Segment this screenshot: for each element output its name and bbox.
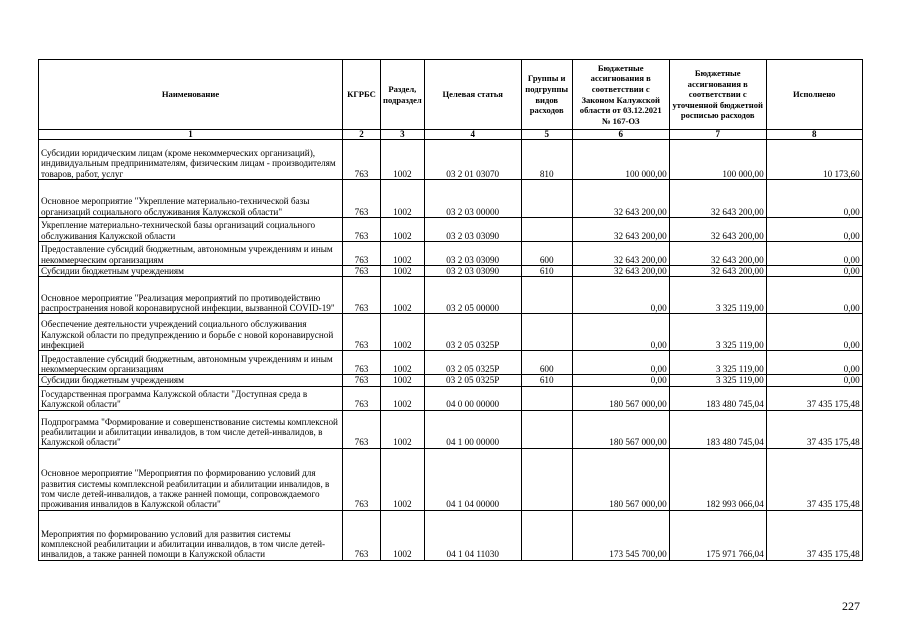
table-row	[39, 180, 863, 218]
row-kgrbs: 763	[343, 218, 381, 242]
row-group: 810	[521, 140, 572, 180]
row-law: 180 567 000,00	[572, 448, 669, 510]
row-group	[521, 314, 572, 351]
row-law: 180 567 000,00	[572, 410, 669, 448]
row-kgrbs: 763	[343, 314, 381, 351]
row-law: 32 643 200,00	[572, 218, 669, 242]
row-name: Субсидии бюджетным учреждениям	[39, 375, 343, 386]
row-section: 1002	[381, 448, 425, 510]
row-target: 03 2 03 03090	[424, 218, 521, 242]
row-section: 1002	[381, 410, 425, 448]
row-target: 03 2 03 00000	[424, 180, 521, 218]
row-target: 04 0 00 00000	[424, 386, 521, 410]
row-refined: 100 000,00	[669, 140, 766, 180]
row-executed: 0,00	[766, 314, 862, 351]
header-executed: Исполнено	[766, 60, 862, 130]
row-executed: 0,00	[766, 242, 862, 266]
table-row	[39, 375, 863, 386]
row-executed: 37 435 175,48	[766, 386, 862, 410]
row-law: 0,00	[572, 277, 669, 314]
row-section: 1002	[381, 375, 425, 386]
row-group	[521, 510, 572, 560]
row-kgrbs: 763	[343, 351, 381, 375]
row-executed: 37 435 175,48	[766, 448, 862, 510]
table-row	[39, 218, 863, 242]
row-name: Субсидии бюджетным учреждениям	[39, 266, 343, 277]
row-kgrbs: 763	[343, 448, 381, 510]
row-law: 180 567 000,00	[572, 386, 669, 410]
row-name: Предоставление субсидий бюджетным, автономным учреждениям и иным некоммерческим организациям	[39, 242, 343, 266]
row-name: Предоставление субсидий бюджетным, автономным учреждениям и иным некоммерческим организациям	[39, 351, 343, 375]
row-law: 0,00	[572, 314, 669, 351]
row-target: 03 2 03 03090	[424, 242, 521, 266]
row-refined: 182 993 066,04	[669, 448, 766, 510]
column-number: 1	[39, 130, 343, 140]
row-executed: 10 173,60	[766, 140, 862, 180]
column-number: 8	[766, 130, 862, 140]
row-target: 03 2 05 0325Р	[424, 314, 521, 351]
header-kgrbs: КГРБС	[343, 60, 381, 130]
row-executed: 0,00	[766, 375, 862, 386]
row-law: 100 000,00	[572, 140, 669, 180]
row-target: 03 2 05 0325Р	[424, 375, 521, 386]
column-number: 7	[669, 130, 766, 140]
row-target: 03 2 01 03070	[424, 140, 521, 180]
row-kgrbs: 763	[343, 510, 381, 560]
row-group: 610	[521, 266, 572, 277]
row-law: 32 643 200,00	[572, 242, 669, 266]
row-executed: 0,00	[766, 266, 862, 277]
row-group	[521, 410, 572, 448]
row-kgrbs: 763	[343, 410, 381, 448]
table-row	[39, 510, 863, 560]
row-name: Основное мероприятие "Укрепление материально-технической базы организаций социального обслуживания Калужской области"	[39, 180, 343, 218]
row-name: Основное мероприятие "Реализация мероприятий по противодействию распространения новой коронавирусной инфекции, вызванной COVID-19"	[39, 277, 343, 314]
row-section: 1002	[381, 242, 425, 266]
header-law: Бюджетные ассигнования в соответствии с Законом Калужской области от 03.12.2021 № 167-ОЗ	[572, 60, 669, 130]
row-group	[521, 448, 572, 510]
row-refined: 175 971 766,04	[669, 510, 766, 560]
row-section: 1002	[381, 314, 425, 351]
column-number-row	[39, 130, 863, 140]
page-number: 227	[842, 599, 860, 613]
row-name: Обеспечение деятельности учреждений социального обслуживания Калужской области по предупреждению и борьбе с новой коронавирусной инфекцией	[39, 314, 343, 351]
row-law: 173 545 700,00	[572, 510, 669, 560]
row-target: 03 2 05 0325Р	[424, 351, 521, 375]
row-kgrbs: 763	[343, 277, 381, 314]
row-target: 03 2 03 03090	[424, 266, 521, 277]
row-kgrbs: 763	[343, 386, 381, 410]
header-target: Целевая статья	[424, 60, 521, 130]
header-section: Раздел, подраздел	[381, 60, 425, 130]
row-section: 1002	[381, 140, 425, 180]
row-law: 0,00	[572, 375, 669, 386]
row-group: 600	[521, 351, 572, 375]
row-law: 32 643 200,00	[572, 180, 669, 218]
row-target: 04 1 00 00000	[424, 410, 521, 448]
column-number: 2	[343, 130, 381, 140]
row-refined: 32 643 200,00	[669, 218, 766, 242]
header-name: Наименование	[39, 60, 343, 130]
table-row	[39, 140, 863, 180]
row-section: 1002	[381, 277, 425, 314]
header-refined: Бюджетные ассигнования в соответствии с уточненной бюджетной росписью расходов	[669, 60, 766, 130]
column-number: 5	[521, 130, 572, 140]
budget-table-page	[38, 59, 863, 561]
table-row	[39, 351, 863, 375]
row-section: 1002	[381, 386, 425, 410]
row-refined: 3 325 119,00	[669, 375, 766, 386]
header-row	[39, 60, 863, 130]
row-name: Укрепление материально-технической базы организаций социального обслуживания Калужской области	[39, 218, 343, 242]
table-row	[39, 448, 863, 510]
row-section: 1002	[381, 266, 425, 277]
row-executed: 37 435 175,48	[766, 510, 862, 560]
row-section: 1002	[381, 218, 425, 242]
budget-table	[38, 59, 863, 561]
row-law: 32 643 200,00	[572, 266, 669, 277]
row-group	[521, 180, 572, 218]
row-refined: 3 325 119,00	[669, 277, 766, 314]
row-name: Основное мероприятие "Мероприятия по формированию условий для развития системы комплексной реабилитации и абилитации инвалидов, в том числе детей-инвалидов, а также ранней помощи, сопровождаемого проживания инвалидов в Калужской области"	[39, 448, 343, 510]
table-row	[39, 386, 863, 410]
row-group: 610	[521, 375, 572, 386]
row-kgrbs: 763	[343, 180, 381, 218]
row-kgrbs: 763	[343, 242, 381, 266]
table-row	[39, 277, 863, 314]
table-row	[39, 410, 863, 448]
row-group	[521, 218, 572, 242]
column-number: 4	[424, 130, 521, 140]
row-law: 0,00	[572, 351, 669, 375]
row-target: 03 2 05 00000	[424, 277, 521, 314]
row-refined: 3 325 119,00	[669, 351, 766, 375]
table-row	[39, 314, 863, 351]
header-group: Группы и подгруппы видов расходов	[521, 60, 572, 130]
row-name: Подпрограмма "Формирование и совершенствование системы комплексной реабилитации и абилитации инвалидов, в том числе детей-инвалидов, в Калужской области"	[39, 410, 343, 448]
row-executed: 0,00	[766, 218, 862, 242]
table-row	[39, 266, 863, 277]
row-refined: 32 643 200,00	[669, 180, 766, 218]
row-refined: 32 643 200,00	[669, 266, 766, 277]
row-name: Субсидии юридическим лицам (кроме некоммерческих организаций), индивидуальным предпринимателям, физическим лицам - производителям товаров, работ, услуг	[39, 140, 343, 180]
row-executed: 0,00	[766, 277, 862, 314]
row-target: 04 1 04 00000	[424, 448, 521, 510]
row-name: Государственная программа Калужской области "Доступная среда в Калужской области"	[39, 386, 343, 410]
column-number: 3	[381, 130, 425, 140]
row-kgrbs: 763	[343, 266, 381, 277]
row-group: 600	[521, 242, 572, 266]
row-group	[521, 277, 572, 314]
row-target: 04 1 04 11030	[424, 510, 521, 560]
row-executed: 0,00	[766, 351, 862, 375]
row-section: 1002	[381, 510, 425, 560]
row-refined: 183 480 745,04	[669, 410, 766, 448]
row-section: 1002	[381, 351, 425, 375]
table-row	[39, 242, 863, 266]
row-name: Мероприятия по формированию условий для развития системы комплексной реабилитации и абилитации инвалидов, в том числе детей-инвалидов, а также ранней помощи в Калужской области	[39, 510, 343, 560]
row-executed: 37 435 175,48	[766, 410, 862, 448]
row-refined: 32 643 200,00	[669, 242, 766, 266]
row-kgrbs: 763	[343, 375, 381, 386]
row-refined: 183 480 745,04	[669, 386, 766, 410]
row-group	[521, 386, 572, 410]
column-number: 6	[572, 130, 669, 140]
row-refined: 3 325 119,00	[669, 314, 766, 351]
row-section: 1002	[381, 180, 425, 218]
row-kgrbs: 763	[343, 140, 381, 180]
row-executed: 0,00	[766, 180, 862, 218]
